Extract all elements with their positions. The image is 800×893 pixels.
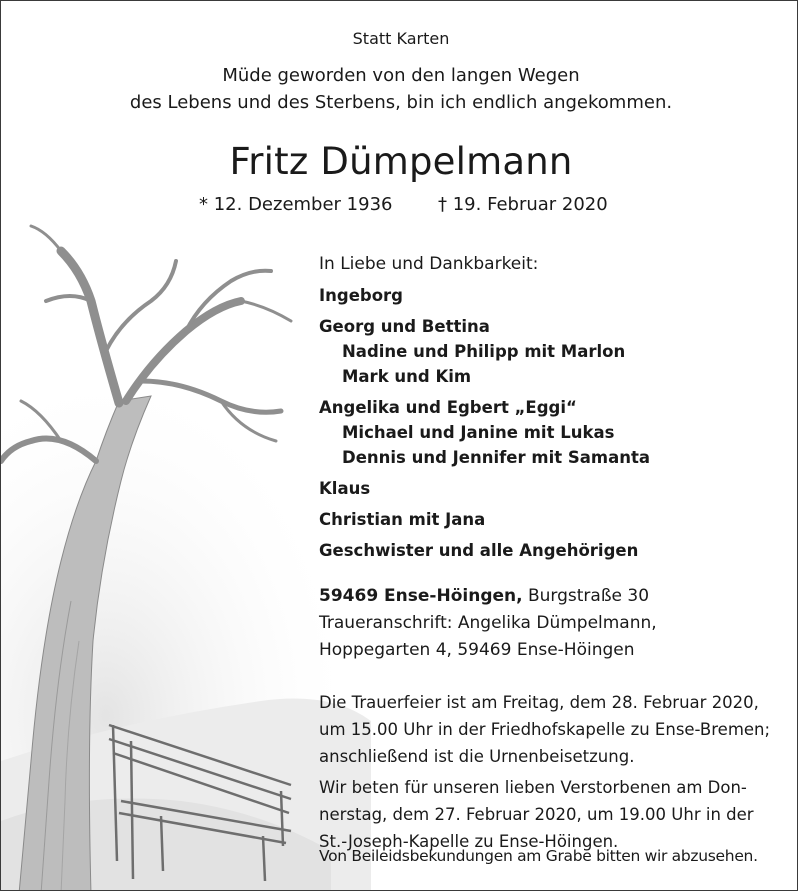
mourner-line: Klaus <box>319 479 371 498</box>
service-line: Wir beten für unseren lieben Verstorbenen am Don- <box>319 778 747 797</box>
deceased-name: Fritz Dümpelmann <box>229 140 573 183</box>
death-date: † 19. Februar 2020 <box>438 194 608 215</box>
mourners-intro: In Liebe und Dankbarkeit: <box>319 254 539 274</box>
verse-line: Müde geworden von den langen Wegen <box>222 65 580 86</box>
address-block <box>319 583 657 664</box>
statt-karten: Statt Karten <box>352 29 450 48</box>
funeral-details <box>319 689 770 855</box>
mourner-line: Georg und Bettina <box>319 317 490 336</box>
service-line: nerstag, dem 27. Februar 2020, um 19.00 Uhr in der <box>319 805 754 824</box>
location-place: 59469 Ense-Höingen, <box>319 586 523 606</box>
condolence-note: Von Beileidsbekundungen am Grabe bitten wir abzusehen. <box>319 847 758 865</box>
mail-address-line: Traueranschrift: Angelika Dümpelmann, <box>319 613 657 633</box>
mourner-line: Nadine und Philipp mit Marlon <box>342 342 626 361</box>
location-street: Burgstraße 30 <box>527 586 650 606</box>
funeral-line: anschließend ist die Urnenbeisetzung. <box>319 747 635 766</box>
birth-date: * 12. Dezember 1936 <box>199 194 393 215</box>
mail-address-line: Hoppegarten 4, 59469 Ense-Höingen <box>319 640 635 660</box>
location-line <box>319 583 657 610</box>
mourner-line: Michael und Janine mit Lukas <box>342 423 615 442</box>
memorial-verse <box>1 62 798 116</box>
mourner-line: Dennis und Jennifer mit Samanta <box>342 448 650 467</box>
mourner-line: Ingeborg <box>319 286 403 305</box>
mourner-line: Angelika und Egbert „Eggi“ <box>319 398 577 417</box>
mourner-line: Christian mit Jana <box>319 510 486 529</box>
verse-line: des Lebens und des Sterbens, bin ich endlich angekommen. <box>129 92 673 113</box>
mourner-line: Mark und Kim <box>342 367 472 386</box>
mourners-list <box>319 283 650 563</box>
funeral-line: Die Trauerfeier ist am Freitag, dem 28. Februar 2020, <box>319 693 759 712</box>
funeral-line: um 15.00 Uhr in der Friedhofskapelle zu Ense-Bremen; <box>319 720 771 739</box>
service-line: St.-Joseph-Kapelle zu Ense-Höingen. <box>319 832 619 851</box>
mourner-line: Geschwister und alle Angehörigen <box>319 541 639 560</box>
